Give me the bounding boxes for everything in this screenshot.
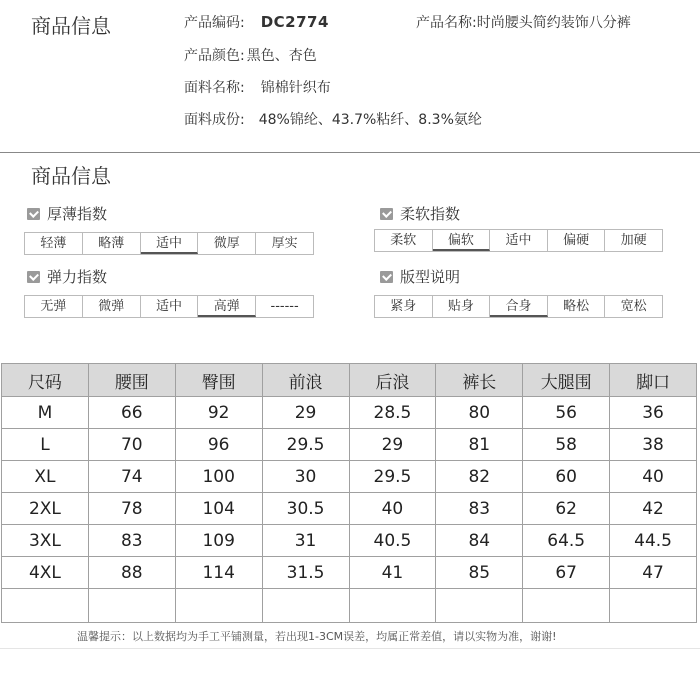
table-cell: L (2, 429, 89, 461)
table-cell: 100 (175, 461, 262, 493)
table-row (2, 429, 697, 461)
checkbox-icon (27, 208, 40, 220)
size-table-header-cell: 尺码 (2, 364, 89, 397)
empty-table-cell (262, 589, 349, 623)
table-cell: 42 (610, 493, 697, 525)
thickness-index-label: 厚薄指数 (47, 205, 108, 223)
size-table-header-cell: 腰围 (88, 364, 175, 397)
elasticity-index-heading (27, 266, 107, 287)
fabric-composition-label: 面料成份: (184, 112, 245, 128)
product-name-value: 时尚腰头简约装饰八分裤 (476, 15, 631, 31)
table-cell: 83 (436, 493, 523, 525)
softness-index-heading (380, 203, 460, 224)
size-table-header (2, 364, 697, 397)
fabric-name-label: 面料名称: (184, 80, 245, 96)
table-cell: 44.5 (610, 525, 697, 557)
size-table-header-cell: 脚口 (610, 364, 697, 397)
size-table-header-cell: 后浪 (349, 364, 436, 397)
table-cell: 31.5 (262, 557, 349, 589)
table-cell: 66 (88, 397, 175, 429)
product-color-value: 黑色、杏色 (246, 48, 317, 64)
elasticity-options (24, 295, 314, 318)
fit-options (374, 295, 663, 318)
table-row (2, 493, 697, 525)
index-option: 略薄 (83, 233, 141, 254)
empty-table-cell (610, 589, 697, 623)
table-cell: 82 (436, 461, 523, 493)
fit-index-label: 版型说明 (400, 268, 461, 286)
product-color-row (184, 45, 317, 65)
table-cell: 31 (262, 525, 349, 557)
table-cell: 80 (436, 397, 523, 429)
table-cell: 28.5 (349, 397, 436, 429)
index-option: 偏软 (433, 230, 491, 251)
index-option: 宽松 (620, 299, 647, 314)
size-table (1, 363, 697, 623)
table-cell: 85 (436, 557, 523, 589)
table-cell: 62 (523, 493, 610, 525)
table-cell: 30.5 (262, 493, 349, 525)
table-cell: 84 (436, 525, 523, 557)
table-cell: 40 (610, 461, 697, 493)
empty-table-row (2, 589, 697, 623)
empty-table-cell (436, 589, 523, 623)
size-table-header-cell: 臀围 (175, 364, 262, 397)
softness-index-label: 柔软指数 (400, 205, 461, 223)
thickness-index-heading (27, 203, 107, 224)
table-row (2, 397, 697, 429)
index-option: 柔软 (375, 230, 433, 251)
table-cell: 29.5 (262, 429, 349, 461)
measurement-notice: 温馨提示：以上数据均为手工平铺测量，若出现1-3CM误差，均属正常差值，请以实物为准，谢谢! (77, 630, 557, 643)
table-cell: 30 (262, 461, 349, 493)
index-option: 轻薄 (25, 233, 83, 254)
table-row (2, 557, 697, 589)
index-option: 加硬 (620, 233, 647, 248)
table-cell: 40 (349, 493, 436, 525)
empty-table-cell (175, 589, 262, 623)
table-cell: 88 (88, 557, 175, 589)
checkbox-icon (380, 208, 393, 220)
table-cell: 38 (610, 429, 697, 461)
table-cell: 70 (88, 429, 175, 461)
index-option: 微厚 (198, 233, 256, 254)
index-option: 紧身 (375, 296, 433, 317)
fabric-name-row (184, 77, 331, 97)
index-option: 无弹 (25, 296, 83, 317)
product-name-row (416, 12, 631, 32)
table-cell: XL (2, 461, 89, 493)
table-cell: 114 (175, 557, 262, 589)
product-code-value: DC2774 (260, 13, 329, 31)
index-option: 适中 (141, 296, 199, 317)
index-option: 高弹 (198, 296, 256, 317)
fabric-composition-value: 48%锦纶、43.7%粘纤、8.3%氨纶 (258, 112, 482, 128)
checkbox-icon (380, 271, 393, 283)
indices-title: 商品信息 (31, 164, 111, 188)
table-cell: 67 (523, 557, 610, 589)
table-cell: 96 (175, 429, 262, 461)
product-code-row (184, 12, 329, 32)
empty-table-cell (88, 589, 175, 623)
table-cell: 74 (88, 461, 175, 493)
index-option: 适中 (490, 230, 548, 251)
table-cell: 29.5 (349, 461, 436, 493)
table-cell: 92 (175, 397, 262, 429)
index-option: 适中 (141, 233, 199, 254)
table-cell: 78 (88, 493, 175, 525)
table-cell: 2XL (2, 493, 89, 525)
checkbox-icon (27, 271, 40, 283)
size-table-header-cell: 裤长 (436, 364, 523, 397)
index-option: 贴身 (433, 296, 491, 317)
product-info-title: 商品信息 (31, 14, 111, 38)
table-cell: 109 (175, 525, 262, 557)
table-cell: 36 (610, 397, 697, 429)
fit-index-heading (380, 266, 460, 287)
index-option: 偏硬 (548, 230, 606, 251)
table-cell: 104 (175, 493, 262, 525)
product-name-label: 产品名称: (416, 15, 477, 31)
fabric-composition-row (184, 109, 482, 129)
product-code-label: 产品编码: (184, 15, 245, 31)
thickness-options (24, 232, 314, 255)
table-cell: 29 (262, 397, 349, 429)
table-cell: 3XL (2, 525, 89, 557)
section-divider (0, 152, 700, 153)
table-cell: 40.5 (349, 525, 436, 557)
table-cell: 29 (349, 429, 436, 461)
table-cell: 60 (523, 461, 610, 493)
size-table-header-cell: 前浪 (262, 364, 349, 397)
empty-table-cell (2, 589, 89, 623)
table-cell: M (2, 397, 89, 429)
elasticity-index-label: 弹力指数 (47, 268, 108, 286)
softness-options (374, 229, 663, 252)
index-option: 略松 (548, 296, 606, 317)
bottom-divider (0, 648, 700, 649)
table-cell: 47 (610, 557, 697, 589)
product-color-label: 产品颜色: (184, 48, 245, 64)
table-row (2, 525, 697, 557)
index-option: 厚实 (271, 236, 298, 251)
fabric-name-value: 锦棉针织布 (260, 80, 331, 96)
table-row (2, 461, 697, 493)
table-cell: 64.5 (523, 525, 610, 557)
empty-table-cell (523, 589, 610, 623)
table-cell: 81 (436, 429, 523, 461)
size-table-body (2, 397, 697, 623)
empty-table-cell (349, 589, 436, 623)
table-cell: 58 (523, 429, 610, 461)
table-cell: 4XL (2, 557, 89, 589)
index-option: 微弹 (83, 296, 141, 317)
index-option: 合身 (490, 296, 548, 317)
table-cell: 56 (523, 397, 610, 429)
index-option: ------ (270, 299, 299, 314)
size-table-header-cell: 大腿围 (523, 364, 610, 397)
table-cell: 41 (349, 557, 436, 589)
table-cell: 83 (88, 525, 175, 557)
